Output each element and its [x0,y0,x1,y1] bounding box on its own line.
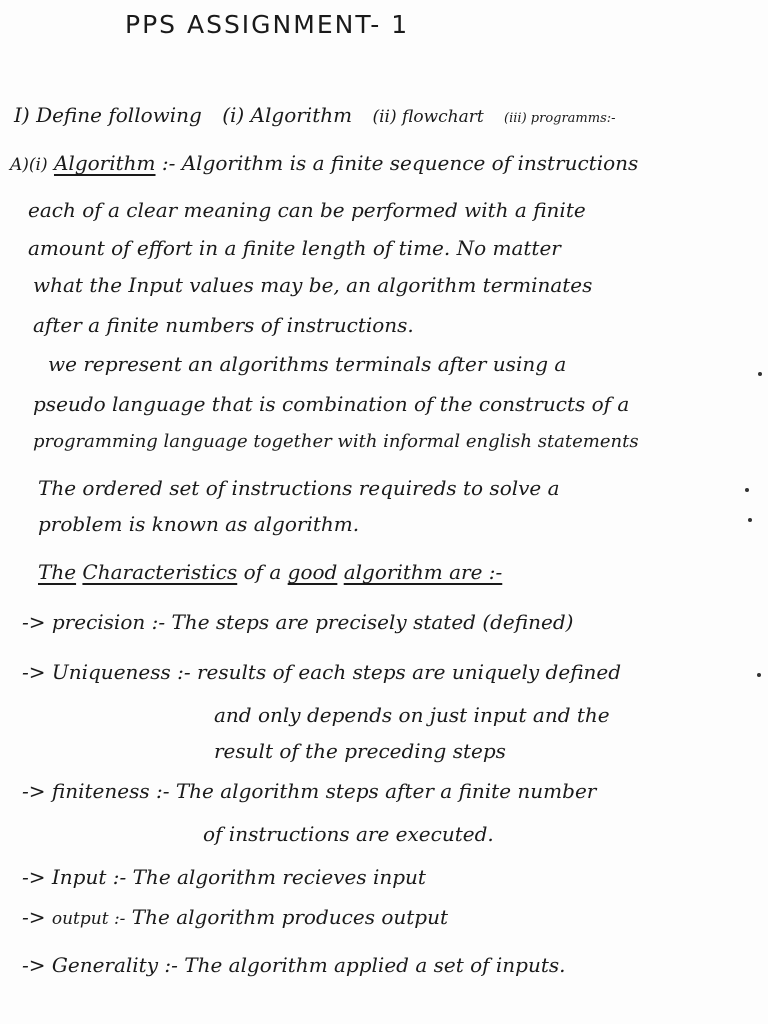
heading-rest: algorithm are :- [343,560,503,584]
arrow-icon: -> [22,865,46,889]
question-part-algorithm: (i) Algorithm [222,103,353,127]
question-part-programs: (iii) programms:- [504,111,616,126]
characteristic-text: of instructions are executed. [203,822,494,846]
answer-line: each of a clear meaning can be performed with a finite [28,198,586,222]
characteristic-text: The algorithm steps after a finite number [175,779,597,803]
characteristic-text: The algorithm produces output [131,905,448,929]
characteristic-finiteness [22,779,596,803]
answer-line: problem is known as algorithm. [38,512,360,536]
answer-text: Algorithm is a finite sequence of instructions [181,151,639,175]
characteristics-heading [38,560,502,584]
characteristic-text: The algorithm recieves input [132,865,426,889]
characteristic-uniqueness [22,660,621,684]
arrow-icon: -> [22,660,46,684]
characteristic-output [22,905,448,931]
arrow-icon: -> [22,953,46,977]
heading-the: The [38,560,77,584]
characteristic-label: Input :- [51,865,127,889]
characteristic-label: output :- [51,909,126,929]
characteristic-label: Generality :- [51,953,178,977]
answer-line: pseudo language that is combination of the constructs of a [33,392,630,416]
answer-line: programming language together with informal english statements [33,431,639,452]
question-part-flowchart: (ii) flowchart [372,107,484,127]
characteristic-text: and only depends on just input and the [214,703,610,727]
question-line [14,103,616,131]
characteristic-input [22,865,426,889]
question-text: Define following [36,103,202,127]
heading-characteristics: Characteristics [82,560,238,584]
answer-line: after a finite numbers of instructions. [33,313,414,337]
question-number: I) [14,103,30,127]
pen-dot [745,488,749,492]
pen-dot [757,673,761,677]
arrow-icon: -> [22,905,46,929]
characteristic-text: result of the preceding steps [214,739,506,763]
characteristic-text: The algorithm applied a set of inputs. [184,953,566,977]
characteristic-label: finiteness :- [51,779,170,803]
characteristic-label: precision :- [51,610,166,634]
answer-term: Algorithm [53,151,156,175]
page-title: PPS ASSIGNMENT- 1 [125,10,410,39]
answer-line: The ordered set of instructions requireds to solve a [38,476,560,500]
heading-good: good [287,560,338,584]
answer-line: what the Input values may be, an algorithm terminates [33,273,593,297]
answer-line-1 [10,151,638,177]
pen-dot [758,372,762,376]
answer-line: we represent an algorithms terminals after using a [48,352,567,376]
characteristic-label: Uniqueness :- [51,660,191,684]
arrow-icon: -> [22,610,46,634]
arrow-icon: -> [22,779,46,803]
characteristic-text: results of each steps are uniquely defined [196,660,622,684]
characteristic-generality [22,953,566,977]
characteristic-precision [22,610,573,634]
answer-line: amount of effort in a finite length of time. No matter [28,236,561,260]
heading-of-a: of a [243,560,282,584]
pen-dot [748,518,752,522]
answer-separator: :- [161,151,176,175]
characteristic-text: The steps are precisely stated (defined) [171,610,574,634]
answer-number: A)(i) [10,155,48,175]
